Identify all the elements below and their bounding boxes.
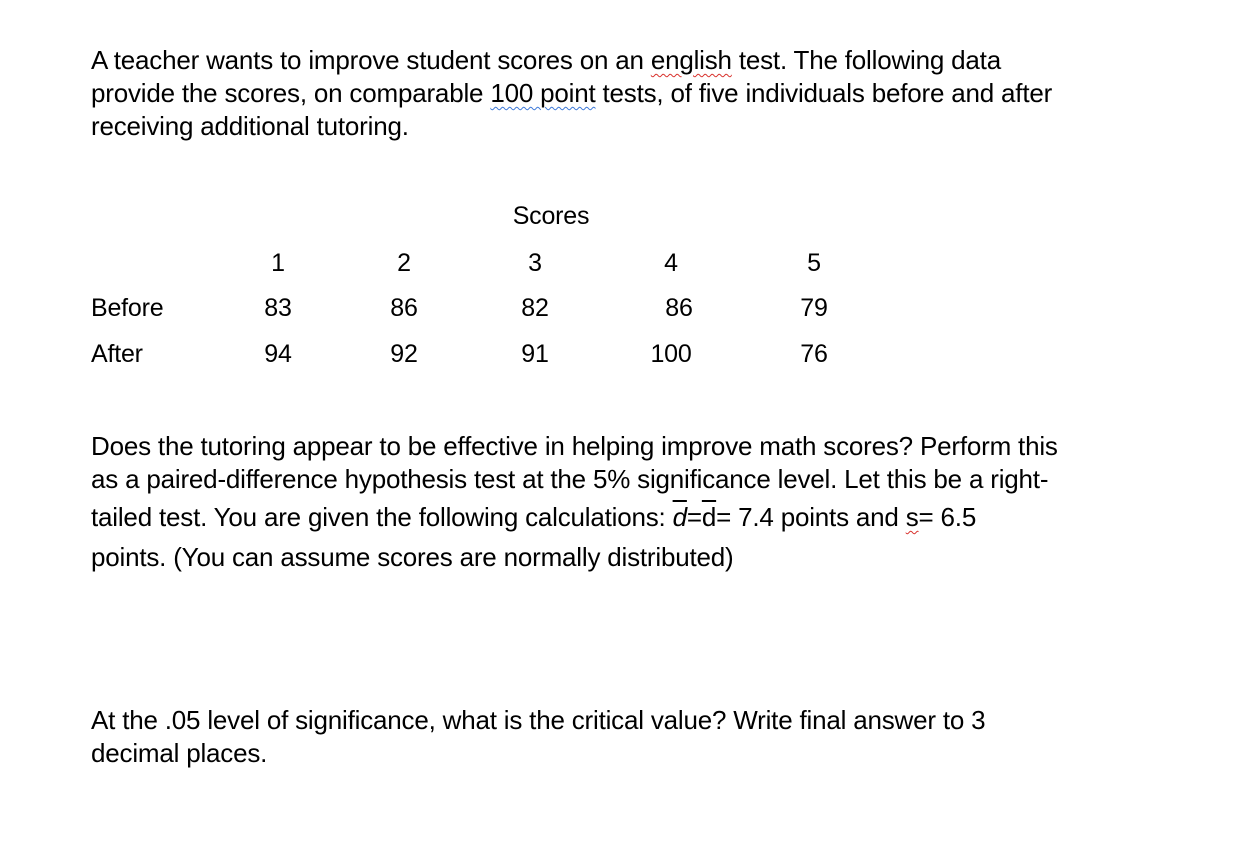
prompt-line-1: At the .05 level of significance, what is the critical value? Write final answer to 3 <box>91 705 986 735</box>
question-text: = 7.4 points and <box>716 502 906 532</box>
question-line-2: as a paired-difference hypothesis test at the 5% significance level. Let this be a right- <box>91 464 1049 494</box>
table-cell: 91 <box>521 340 549 368</box>
table-cell: 86 <box>390 294 418 322</box>
intro-text: provide the scores, on comparable <box>91 78 491 108</box>
intro-text: test. The following data <box>731 45 1001 75</box>
table-cell: 76 <box>800 340 828 368</box>
table-cell: 92 <box>390 340 418 368</box>
intro-line-2 <box>91 77 1171 110</box>
table-caption: Scores <box>512 202 590 230</box>
column-header: 5 <box>807 249 821 277</box>
intro-paragraph <box>91 44 1171 143</box>
table-cell: 100 <box>650 340 692 368</box>
question-paragraph <box>91 430 1171 576</box>
table-cell: 83 <box>264 294 292 322</box>
table-cell: 94 <box>264 340 292 368</box>
d-bar-symbol: $\overline{d}$ <box>701 502 717 532</box>
row-label-after: After <box>91 340 143 368</box>
question-line-4: points. (You can assume scores are normally distributed) <box>91 542 734 572</box>
question-text: = 6.5 <box>918 502 977 532</box>
equals-sign: = <box>686 502 702 532</box>
column-header: 1 <box>271 249 285 277</box>
column-header: 2 <box>397 249 411 277</box>
grammar-flag-100-point[interactable]: 100 point <box>490 78 596 108</box>
table-cell: 86 <box>665 294 693 322</box>
table-cell: 82 <box>521 294 549 322</box>
prompt-line-2: decimal places. <box>91 738 268 768</box>
intro-text: tests, of five individuals before and after <box>595 78 1053 108</box>
spellcheck-word-english[interactable]: english <box>650 45 732 75</box>
question-line-1: Does the tutoring appear to be effective in helping improve math scores? Perform this <box>91 431 1058 461</box>
prompt-paragraph <box>91 704 1171 770</box>
intro-line-3: receiving additional tutoring. <box>91 111 409 141</box>
intro-line-1 <box>91 44 1171 77</box>
intro-text: A teacher wants to improve student scores on an <box>91 45 651 75</box>
spellcheck-word-s[interactable]: s <box>905 502 919 532</box>
column-header: 4 <box>664 249 678 277</box>
table-cell: 79 <box>800 294 828 322</box>
row-label-before: Before <box>91 294 164 322</box>
question-line-3 <box>91 496 1171 538</box>
question-text: tailed test. You are given the following calculations: <box>91 502 673 532</box>
column-header: 3 <box>528 249 542 277</box>
d-bar-symbol: $\overline{d}$ <box>672 502 687 532</box>
